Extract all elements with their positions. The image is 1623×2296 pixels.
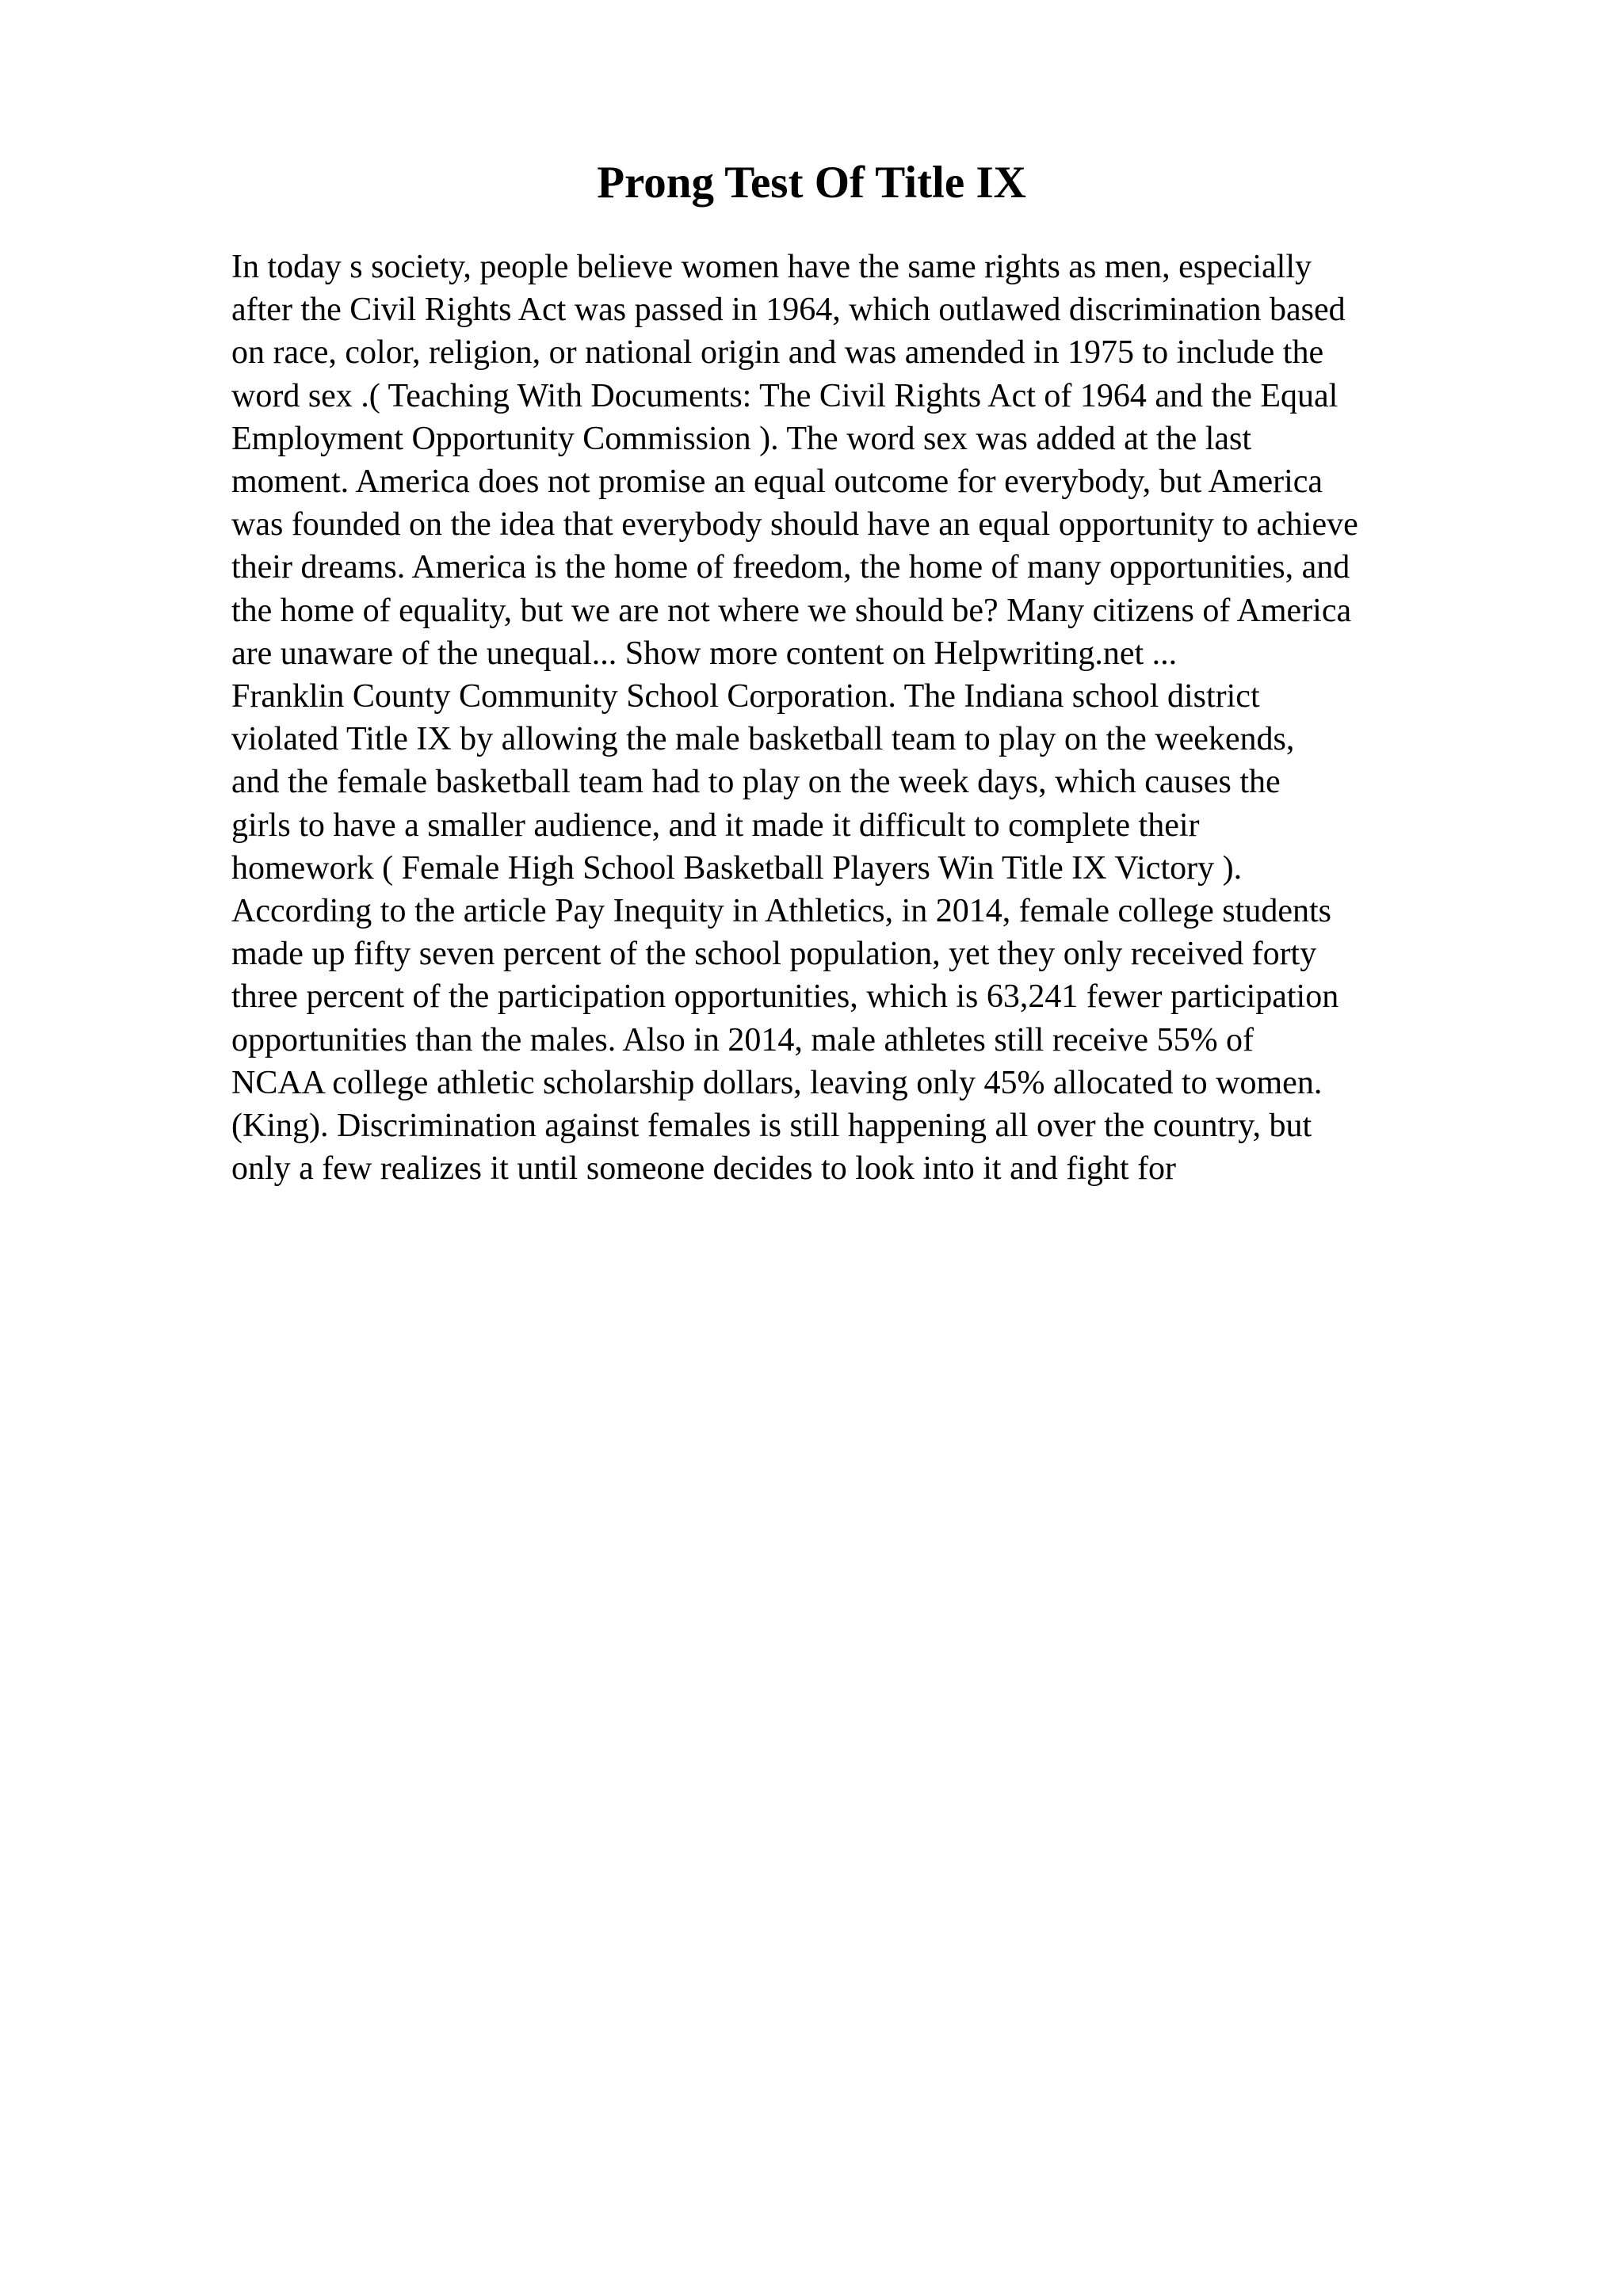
- body-line: was founded on the idea that everybody should have an equal opportunity to achieve: [231, 506, 1358, 543]
- body-line: opportunities than the males. Also in 2014, male athletes still receive 55% of: [231, 1021, 1254, 1058]
- body-line: violated Title IX by allowing the male basketball team to play on the weekends,: [231, 721, 1295, 758]
- body-line: (King). Discrimination against females is still happening all over the country, but: [231, 1108, 1312, 1145]
- body-line: the home of equality, but we are not where we should be? Many citizens of America: [231, 592, 1352, 629]
- body-line: their dreams. America is the home of freedom, the home of many opportunities, and: [231, 549, 1350, 586]
- body-line: word sex .( Teaching With Documents: The Civil Rights Act of 1964 and the Equal: [231, 377, 1338, 414]
- body-line: girls to have a smaller audience, and it made it difficult to complete their: [231, 807, 1200, 844]
- body-line: Franklin County Community School Corporation. The Indiana school district: [231, 678, 1260, 715]
- document-title: Prong Test Of Title IX: [597, 158, 1026, 208]
- body-line: three percent of the participation opportunities, which is 63,241 fewer participation: [231, 978, 1339, 1016]
- body-line: and the female basketball team had to play on the week days, which causes the: [231, 764, 1281, 801]
- body-line: only a few realizes it until someone decides to look into it and fight for: [231, 1150, 1177, 1188]
- body-line: Employment Opportunity Commission ). The word sex was added at the last: [231, 420, 1252, 457]
- document-body: [231, 246, 1515, 1190]
- body-line: In today s society, people believe women have the same rights as men, especially: [231, 249, 1312, 285]
- body-line: moment. America does not promise an equal outcome for everybody, but America: [231, 463, 1323, 501]
- body-line: after the Civil Rights Act was passed in 1964, which outlawed discrimination based: [231, 292, 1346, 329]
- body-line: NCAA college athletic scholarship dollars, leaving only 45% allocated to women.: [231, 1064, 1323, 1101]
- body-line: made up fifty seven percent of the school population, yet they only received forty: [231, 936, 1317, 973]
- body-line: on race, color, religion, or national origin and was amended in 1975 to include the: [231, 334, 1324, 372]
- body-line: are unaware of the unequal... Show more content on Helpwriting.net ...: [231, 635, 1178, 672]
- body-line: homework ( Female High School Basketball Players Win Title IX Victory ).: [231, 849, 1243, 887]
- body-line: According to the article Pay Inequity in Athletics, in 2014, female college students: [231, 893, 1331, 930]
